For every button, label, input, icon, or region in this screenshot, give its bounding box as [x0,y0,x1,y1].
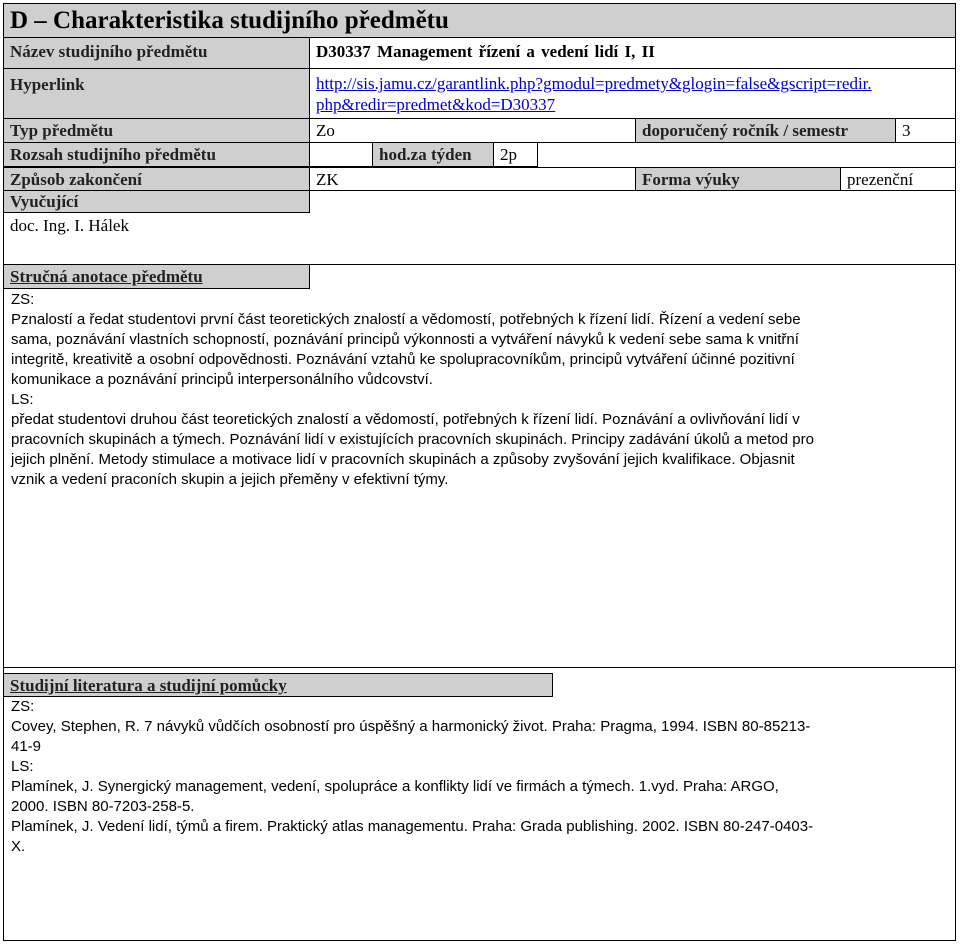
hyperlink-line-1[interactable]: http://sis.jamu.cz/garantlink.php?gmodul=predmety&glogin=false&gscript=redir. [316,74,872,93]
hyperlink-line-2[interactable]: php&redir=predmet&kod=D30337 [316,95,556,114]
page-title: D – Charakteristika studijního předmětu [10,7,449,34]
annotation-heading: Stručná anotace předmětu [4,265,310,289]
annotation-line: LS: [11,391,34,408]
literature-line: LS: [11,758,34,775]
scope-spacer [309,143,372,167]
literature-line: 2000. ISBN 80-7203-258-5. [11,798,195,815]
annotation-line: předat studentovi druhou část teoretických znalostí a vědomostí, potřebných k řízení lidí. Poznávání a ovlivňování lidí v [11,411,800,428]
literature-heading: Studijní literatura a studijní pomůcky [4,673,553,697]
completion-value: ZK [309,167,635,191]
teachers-label: Vyučující [4,191,310,213]
literature-line: X. [11,838,26,855]
completion-label: Způsob zakončení [4,167,309,191]
annotation-line: pracovních skupinách a týmech. Poznávání lidí v existujících pracovních skupinách. Principy zadávání úkolů a metod pro [11,431,814,448]
annotation-line: vznik a vedení praconích skupin a jejich přeměny v efektivní týmy. [11,471,449,488]
hyperlink-label: Hyperlink [4,69,309,119]
annotation-line: jejich plnění. Metody stimulace a motivace lidí v pracovních skupinách a způsoby zvyšování jejich kvalifikace. Objasnit [11,451,795,468]
scope-label: Rozsah studijního předmětu [4,143,309,167]
form-label: Forma výuky [635,167,840,191]
type-label: Typ předmětu [4,119,309,143]
year-label: doporučený ročník / semestr [635,119,895,143]
annotation-line: sama, poznávání vlastních schopností, poznávání principů výkonnosti a vytváření návyků k vedení sebe sama k vnitřní [11,331,799,348]
literature-line: Plamínek, J. Synergický management, vedení, spolupráce a konflikty lidí ve firmách a týmech. 1.vyd. Praha: ARGO, [11,778,779,795]
type-value: Zo [309,119,635,143]
literature-line: 41-9 [11,738,42,755]
hours-label: hod.za týden [372,143,493,167]
title-bar [4,4,955,38]
teacher-name: doc. Ing. I. Hálek [10,216,129,235]
literature-line: Covey, Stephen, R. 7 návyků vůdčích osobností pro úspěšný a harmonický život. Praha: Pragma, 1994. ISBN 80-85213- [11,718,811,735]
course-name-cell [309,38,955,69]
annotation-line: ZS: [11,291,35,308]
year-value: 3 [895,119,955,143]
annotation-line: integritě, kreativitě a osobní odpovědnosti. Poznávání vztahů ke spolupracovníkům, principů vytváření účinné pozitivní [11,351,795,368]
annotation-line: komunikace a poznávání principů interpersonálního vůdcovství. [11,371,433,388]
course-name-value: D30337 Management řízení a vedení lidí I, II [316,42,655,61]
literature-line: Plamínek, J. Vedení lidí, týmů a firem. Praktický atlas managementu. Praha: Grada publishing. 2002. ISBN 80-247-0403- [11,818,814,835]
course-name-label: Název studijního předmětu [4,38,309,69]
literature-line: ZS: [11,698,35,715]
annotation-line: Pznalostí a ředat studentovi první část teoretických znalostí a vědomostí, potřebných k řízení lidí. Řízení a vedení sebe [11,311,801,328]
hours-value: 2p [493,143,538,167]
form-value: prezenční [840,167,955,191]
hyperlink-cell [309,69,955,119]
